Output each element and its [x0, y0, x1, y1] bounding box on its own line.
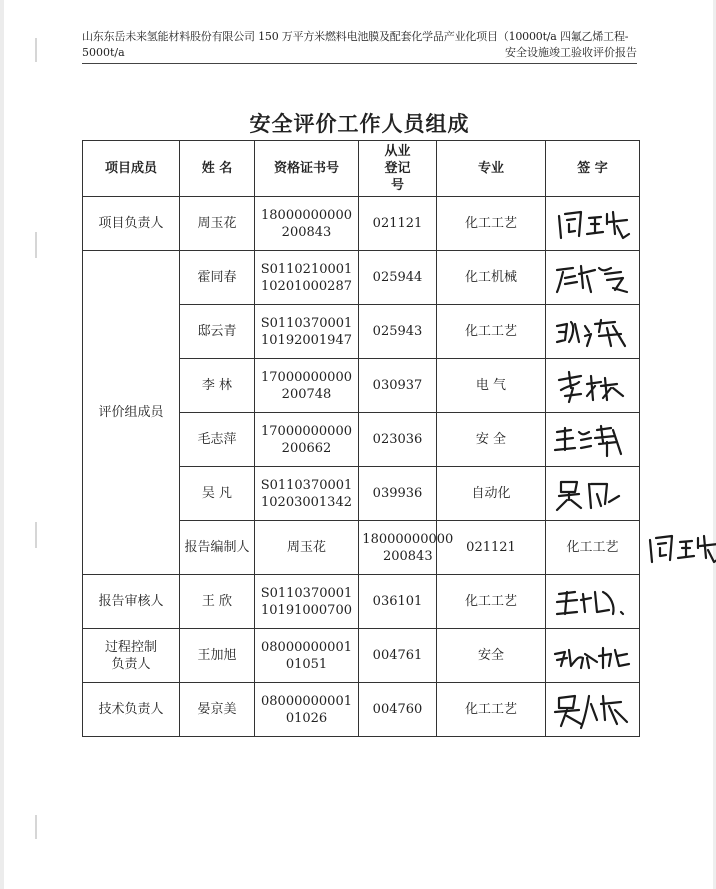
cert-number: S011021000110201000287	[260, 261, 353, 294]
cert-cell	[255, 305, 359, 359]
name-cell: 周玉花	[180, 197, 255, 251]
reg-cell: 025944	[359, 251, 437, 305]
reg-cell: 021121	[437, 521, 546, 575]
cert-cell	[255, 251, 359, 305]
cert-cell	[255, 575, 359, 629]
column-header: 姓 名	[180, 141, 255, 197]
role-cell: 评价组成员	[83, 251, 180, 575]
reg-cell: 004761	[359, 629, 437, 683]
column-header: 签 字	[546, 141, 640, 197]
cert-number: 17000000000200748	[261, 369, 352, 402]
cert-cell	[255, 629, 359, 683]
major-cell: 化工机械	[437, 251, 546, 305]
role-text: 过程控制负责人	[104, 639, 157, 672]
table-row	[83, 197, 640, 251]
role-cell: 项目负责人	[83, 197, 180, 251]
cert-number: 18000000000200843	[362, 531, 454, 564]
cert-cell	[255, 413, 359, 467]
role-cell	[83, 629, 180, 683]
binding-mark	[35, 38, 37, 62]
handwritten-signature	[551, 582, 635, 622]
handwritten-signature	[551, 366, 635, 406]
cert-number: S011037000110192001947	[260, 315, 353, 348]
role-cell: 技术负责人	[83, 683, 180, 737]
reg-cell: 025943	[359, 305, 437, 359]
cert-cell	[255, 683, 359, 737]
staff-table	[82, 140, 640, 737]
cert-cell	[255, 359, 359, 413]
reg-cell: 030937	[359, 359, 437, 413]
binding-mark	[35, 232, 37, 258]
major-cell: 安 全	[437, 413, 546, 467]
header-capacity: 5000t/a	[82, 46, 125, 59]
column-header: 项目成员	[83, 141, 180, 197]
signature-cell	[546, 413, 640, 467]
table-row	[83, 629, 640, 683]
report-header-project: 山东东岳未来氢能材料股份有限公司 150 万平方米燃料电池膜及配套化学品产业化项目（10000t/a 四氟乙烯工程-	[82, 30, 629, 43]
cert-number: 0800000000101051	[261, 639, 352, 672]
reg-cell: 036101	[359, 575, 437, 629]
name-cell: 邸云青	[180, 305, 255, 359]
page-edge	[0, 0, 4, 889]
header-divider	[82, 63, 637, 64]
cert-number: S011037000110203001342	[260, 477, 353, 510]
handwritten-signature	[551, 636, 635, 676]
handwritten-signature	[642, 528, 716, 568]
major-cell: 化工工艺	[437, 575, 546, 629]
name-cell: 毛志萍	[180, 413, 255, 467]
signature-cell	[546, 359, 640, 413]
handwritten-signature	[551, 312, 635, 352]
cert-cell	[359, 521, 454, 575]
reg-cell: 023036	[359, 413, 437, 467]
column-header	[359, 141, 437, 197]
signature-cell	[546, 467, 640, 521]
table-row	[83, 575, 640, 629]
signature-cell	[546, 629, 640, 683]
handwritten-signature	[551, 690, 635, 730]
major-cell: 自动化	[437, 467, 546, 521]
table-row	[83, 683, 640, 737]
report-header-sub	[82, 45, 637, 60]
role-cell: 报告审核人	[83, 575, 180, 629]
report-type: 安全设施竣工验收评价报告	[505, 46, 637, 59]
name-cell: 晏京美	[180, 683, 255, 737]
major-cell: 化工工艺	[437, 305, 546, 359]
major-cell: 化工工艺	[546, 521, 640, 575]
binding-mark	[35, 815, 37, 839]
cert-number: 18000000000200843	[261, 207, 352, 240]
column-header: 资格证书号	[255, 141, 359, 197]
handwritten-signature	[551, 258, 635, 298]
page-title: 安全评价工作人员组成	[249, 111, 470, 136]
handwritten-signature	[551, 204, 635, 244]
column-header-text: 从业登记号	[384, 144, 411, 193]
signature-cell	[546, 305, 640, 359]
table-header-row	[83, 141, 640, 197]
column-header: 专业	[437, 141, 546, 197]
cert-number: S011037000110191000700	[260, 585, 353, 618]
handwritten-signature	[551, 420, 635, 460]
table-row	[83, 251, 640, 305]
name-cell: 王加旭	[180, 629, 255, 683]
signature-cell	[546, 197, 640, 251]
major-cell: 安全	[437, 629, 546, 683]
major-cell: 化工工艺	[437, 683, 546, 737]
reg-cell: 004760	[359, 683, 437, 737]
major-cell: 电 气	[437, 359, 546, 413]
signature-cell	[546, 683, 640, 737]
name-cell: 王 欣	[180, 575, 255, 629]
role-cell: 报告编制人	[180, 521, 255, 575]
name-cell: 霍同春	[180, 251, 255, 305]
binding-mark	[35, 522, 37, 548]
signature-cell	[546, 575, 640, 629]
cert-cell	[255, 467, 359, 521]
reg-cell: 039936	[359, 467, 437, 521]
name-cell: 吴 凡	[180, 467, 255, 521]
cert-number: 17000000000200662	[261, 423, 352, 456]
name-cell: 李 林	[180, 359, 255, 413]
reg-cell: 021121	[359, 197, 437, 251]
handwritten-signature	[551, 474, 635, 514]
signature-cell	[546, 251, 640, 305]
name-cell: 周玉花	[255, 521, 359, 575]
cert-number: 0800000000101026	[261, 693, 352, 726]
major-cell: 化工工艺	[437, 197, 546, 251]
cert-cell	[255, 197, 359, 251]
